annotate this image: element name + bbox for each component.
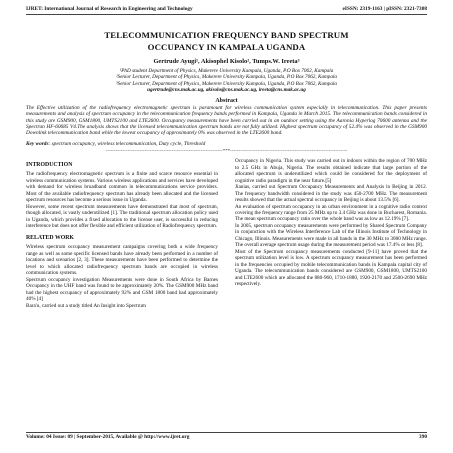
introduction-heading: INTRODUCTION (26, 162, 73, 169)
body-columns (26, 158, 427, 309)
page-footer (26, 432, 427, 441)
left-column (26, 158, 218, 309)
keywords-text: : spectrum occupancy, wireless telecommunication, Duty cycle, Threshold (48, 141, 206, 148)
keywords-label: Key words (26, 141, 49, 148)
header-rule (26, 14, 427, 15)
keywords-line (26, 141, 427, 147)
affiliations (26, 68, 427, 93)
page-number: 390 (419, 434, 427, 440)
affiliation-1: ¹PhD student Department of Physics, Makerere University Kampala, Uganda, P.O Box 7062, Kampala (119, 68, 334, 74)
affiliation-3: ³Senior Lecturer, Department of Physics, Makerere University Kampala, Uganda, P.O Box 7062, Kampala (115, 80, 338, 87)
related-work-paragraph-2: Spectrum occupancy investigation Measurements were done in South Africa by Barnes Occupancy in the UHF band was found to be approximately 20%. The GSM900 MHz band had the highest occupancy of approximately 92% and GSM 1800 band had approximately 40% [4] (26, 276, 218, 303)
section-separator: ---------------------------------------------------------------------***--------------------------------------------------------------------- (105, 148, 348, 154)
abstract-heading: Abstract (215, 98, 238, 105)
paper-title (26, 29, 427, 53)
journal-name: IJRET: International Journal of Research in Engineering and Technology (26, 6, 193, 12)
related-work-paragraph-3: Bara'u, carried out a study titled An Insight into Spectrum (26, 302, 146, 309)
right-column (235, 158, 427, 309)
issn-text: eISSN: 2319-1163 | pISSN: 2321-7308 (342, 6, 427, 12)
footer-volume: Volume: 04 Issue: 09 | September-2015, Available @ http://www.ijret.org (26, 434, 190, 440)
introduction-paragraph-2: However, some recent spectrum measurements have demonstrated that most of spectrum, though allocated, is vastly underutilized [1]. The traditional spectrum allocation policy used in Uganda, which provides a fixed allocation to the license user, is successful in reducing interference but does not offer flexible and efficient utilization of Radiofrequency spectrum. (26, 203, 218, 230)
right-paragraph-4: In 2005, spectrum occupancy measurements were performed by Shared Spectrum Company in conjunction with the Wireless Interference Lab of the Illinois Institute of Technology in Chicago, Illinois. Measurements were made in all bands in the 30 MHz to 3000 MHz range. The overall average spectrum usage during the measurement period was 17.4% or less [8]. (235, 222, 427, 249)
footer-rule (26, 432, 427, 433)
right-paragraph-5: Most of the Spectrum occupancy measurements conducted [9-11] have proved that the spectrum utilization level is low. A spectrum occupancy measurement has been performed in the frequencies occupied by mobile telecommunication bands in Kampala capital city of Uganda. The telecommunication bands considered are GSM900, GSM1800, UMTS2100 and LTE2600 which are allocated the 880-960, 1710-1880, 1920-2170 and 2500-2690 MHz respectively. (235, 248, 427, 288)
title-line-1: TELECOMMUNICATION FREQUENCY BAND SPECTRUM (104, 30, 349, 40)
related-work-heading: RELATED WORK (26, 235, 74, 242)
right-paragraph-2: Jianias, carried out Spectrum Occupancy Measurements and Analysis in Beijing in 2012. The frequency bandwidth considered in the study was 450-2700 MHz. The measurement results showed that the actual spectral occupancy in Beijing is about 13.5% [6]. (235, 184, 427, 204)
author-list: Gertrude Ayugi¹, Akisophel Kisolo², Tumps.W. Ireeta³ (153, 58, 300, 65)
introduction-paragraph-1: The radiofrequency electromagnetic spectrum is a finite and scarce resource essential in wireless communication systems. Various wireless applications and services have developed with demand for wireless broadband common in telecommunications service providers. Most of the available radiofrequency spectrum has already been allocated and the licensed spectrum resources has become a serious issue in Uganda. (26, 171, 218, 204)
right-paragraph-3: An evaluation of spectrum occupancy in an urban environment in a cognitive radio context covering the frequency range from 25 MHz up to 3.4 GHz was done in Bucharest, Romania. The mean spectrum occupancy ratio over the whole band was as low as 12.19% [7]. (235, 203, 427, 223)
affiliation-2: ²Senior Lecturer, Department of Physics, Makerere University Kampala, Uganda, P.O Box 7062, Kampala (115, 74, 338, 81)
running-header (26, 6, 427, 13)
right-paragraph-1: Occupancy in Nigeria. This study was carried out in indoors within the region of 700 MHz to 2.5 GHz in Abuja, Nigeria. The results obtained indicate that large portion of the allocated spectrum is underutilized which could be considered for the deployment of cognitive radio paradigm in the near future.[5] (235, 158, 427, 184)
footer-row (26, 434, 427, 441)
abstract-body: The Effective utilization of the radiofrequency electromagnetic spectrum is paramount for wireless communication system especially in telecommunication. This paper presents measurements and analysis of spectrum occupancy in the telecommunication frequency bands performed in Kampala, Uganda in March 2015. The telecommunication bands considered in this study are GSM900, GSM1800, UMTS2100 and LTE2600. Occupancy measurements have been carried out in an outdoor setting using the Aaronia Hyperlog 70600 antenna and the Spectran HF-60685 V4.The analysis shows that the licensed telecommunication spectrum bands are not fully utilized. Highest spectrum occupancy of 52.4% was observed in the GSM900 Downlink telecommunication band while the lowest occupancy of approximately 0% was observed in the LTE2600 band. (26, 105, 427, 136)
title-line-2: OCCUPANCY IN KAMPALA UGANDA (147, 42, 306, 52)
author-emails: ugertrude@cns.mak.ac.ug, akisolo@cns.mak.ac.ug, ireeta@cns.mak.ac.ug (147, 86, 306, 93)
related-work-paragraph-1: Wireless spectrum occupancy measurement campaigns covering both a wide frequency range as well as some specific licensed bands have already been performed in a number of locations and scenarios [2, 3]. These measurements have been performed to determine the level to which allocated radiofrequency spectrum bands are occupied in wireless communication systems. (26, 244, 218, 277)
